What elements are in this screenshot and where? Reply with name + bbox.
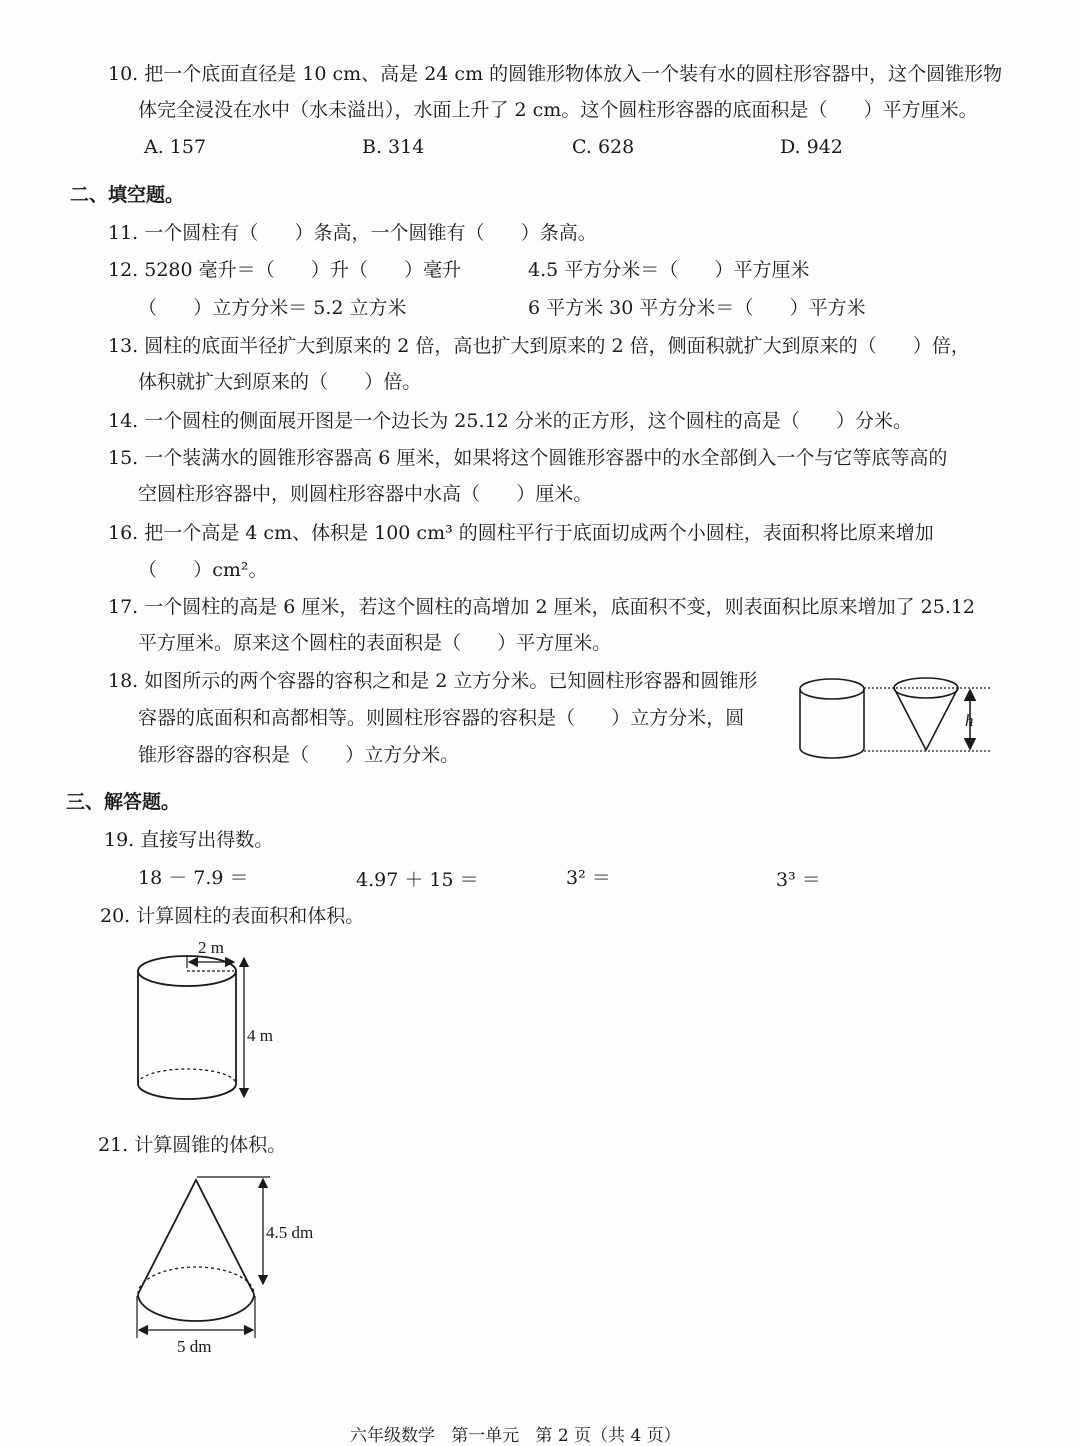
q10-option-b: B. 314 — [362, 136, 425, 158]
q12-c: （ ）立方分米＝ 5.2 立方米 — [138, 297, 407, 319]
height-label: 4 m — [247, 1026, 273, 1045]
q12-b: 4.5 平方分米＝（ ）平方厘米 — [528, 259, 810, 281]
cylinder-container-diagram — [800, 679, 864, 758]
q20-title: 20. 计算圆柱的表面积和体积。 — [100, 905, 365, 927]
q18-line1: 18. 如图所示的两个容器的容积之和是 2 立方分米。已知圆柱形容器和圆锥形 — [108, 670, 758, 692]
q15-line2: 空圆柱形容器中，则圆柱形容器中水高（ ）厘米。 — [138, 483, 593, 505]
q14: 14. 一个圆柱的侧面展开图是一个边长为 25.12 分米的正方形，这个圆柱的高是（ ）分米。 — [108, 410, 912, 432]
q17-line2: 平方厘米。原来这个圆柱的表面积是（ ）平方厘米。 — [138, 632, 612, 654]
q10-option-d: D. 942 — [780, 136, 843, 158]
q19-title: 19. 直接写出得数。 — [104, 829, 274, 851]
q12-d: 6 平方米 30 平方分米＝（ ）平方米 — [528, 297, 866, 319]
q10-option-a: A. 157 — [144, 136, 207, 158]
q18-line2: 容器的底面积和高都相等。则圆柱形容器的容积是（ ）立方分米，圆 — [138, 707, 745, 729]
cone-container-diagram — [894, 678, 958, 750]
section-heading-solve: 三、解答题。 — [66, 791, 181, 813]
q12-a: 12. 5280 毫升＝（ ）升（ ）毫升 — [108, 259, 462, 281]
radius-label: 2 m — [198, 938, 224, 957]
q10-line2: 体完全浸没在水中（水未溢出），水面上升了 2 cm。这个圆柱形容器的底面积是（ ）平方厘米。 — [138, 99, 978, 121]
q18-line3: 锥形容器的容积是（ ）立方分米。 — [138, 744, 460, 766]
q19-item-3: 3² ＝ — [566, 867, 611, 889]
q10-option-c: C. 628 — [572, 136, 635, 158]
q13-line1: 13. 圆柱的底面半径扩大到原来的 2 倍，高也扩大到原来的 2 倍，侧面积就扩大到原来的（ ）倍， — [108, 335, 970, 357]
q18-figure — [800, 678, 990, 758]
q19-item-2: 4.97 ＋ 15 ＝ — [356, 869, 479, 891]
q16-line2: （ ）cm²。 — [138, 559, 268, 581]
height-label: 4.5 dm — [266, 1223, 314, 1242]
q19-item-4: 3³ ＝ — [776, 869, 821, 891]
q21-cone-figure — [137, 1177, 313, 1356]
h-label: h — [965, 711, 974, 730]
q10-line1: 10. 把一个底面直径是 10 cm、高是 24 cm 的圆锥形物体放入一个装有水的圆柱形容器中，这个圆锥形物 — [108, 63, 1003, 85]
q17-line1: 17. 一个圆柱的高是 6 厘米，若这个圆柱的高增加 2 厘米，底面积不变，则表面积比原来增加了 25.12 — [108, 596, 976, 618]
page-footer: 六年级数学 第一单元 第 2 页（共 4 页） — [350, 1426, 681, 1446]
q15-line1: 15. 一个装满水的圆锥形容器高 6 厘米，如果将这个圆锥形容器中的水全部倒入一个与它等底等高的 — [108, 447, 948, 469]
q11: 11. 一个圆柱有（ ）条高，一个圆锥有（ ）条高。 — [108, 222, 597, 244]
section-heading-fill-blank: 二、填空题。 — [70, 184, 185, 206]
q16-line1: 16. 把一个高是 4 cm、体积是 100 cm³ 的圆柱平行于底面切成两个小圆柱，表面积将比原来增加 — [108, 522, 934, 544]
diameter-label: 5 dm — [177, 1337, 212, 1356]
q19-item-1: 18 － 7.9 ＝ — [138, 867, 249, 889]
q20-cylinder-figure — [138, 938, 273, 1099]
q21-title: 21. 计算圆锥的体积。 — [98, 1134, 287, 1156]
q13-line2: 体积就扩大到原来的（ ）倍。 — [138, 371, 422, 393]
